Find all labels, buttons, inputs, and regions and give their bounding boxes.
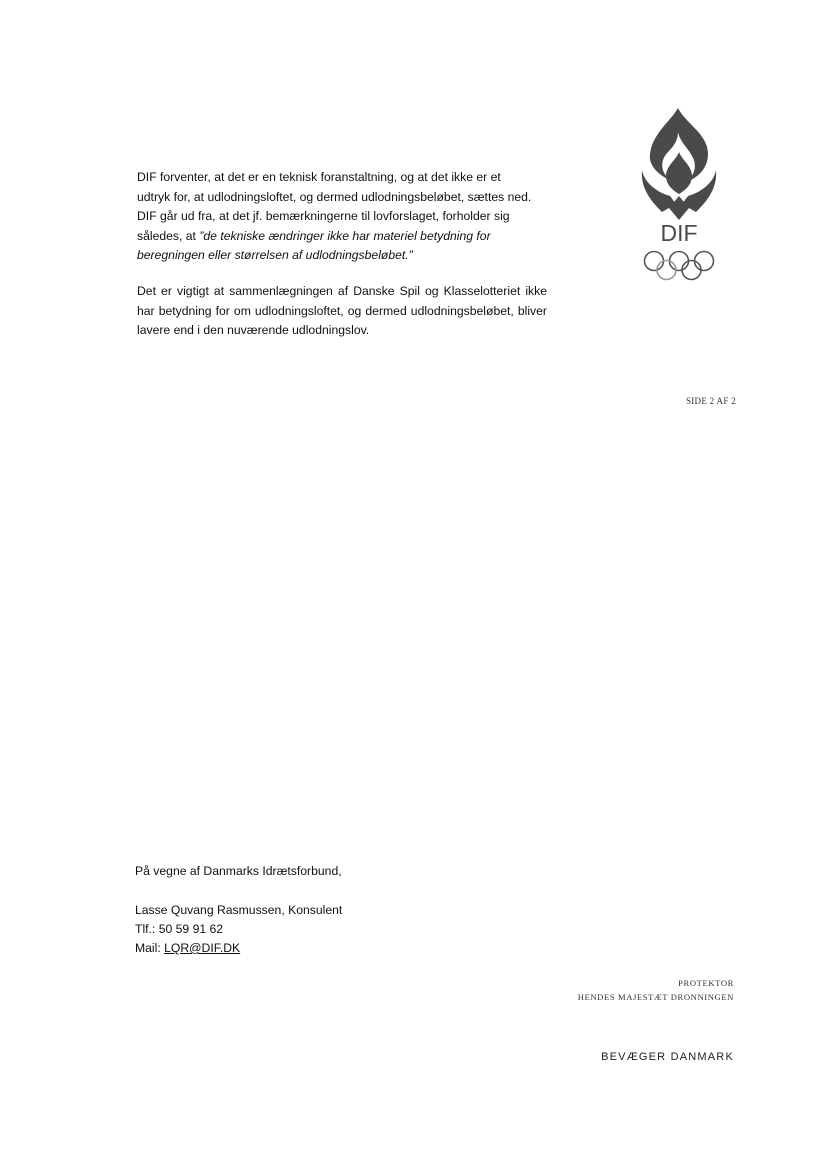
signature-phone: Tlf.: 50 59 91 62 [135,922,224,936]
page-number: SIDE 2 AF 2 [685,396,736,406]
signature-greeting: På vegne af Danmarks Idrætsforbund, [135,864,342,878]
signature-name: Lasse Quvang Rasmussen, Konsulent [135,903,343,917]
protektor-block [578,976,734,1004]
paragraph-line: således, at [137,228,200,243]
email-link[interactable]: LQR@DIF.DK [164,941,241,955]
tagline: BEVÆGER DANMARK [601,1051,734,1063]
dif-logo [636,108,722,286]
paragraph-importance: Det er vigtigt at sammenlægningen af Danske Spil og Klasselotteriet ikke har betydning for om udlodningsloftet, og dermed udlodningsbeløbet, bliver lavere end i den nuværende udlodningslov. [137,284,547,337]
paragraph-line: udtryk for, at udlodningsloftet, og dermed udlodningsbeløbet, sættes ned. [137,189,532,204]
flame-icon [636,108,722,286]
logo-text: DIF [660,220,698,246]
quote-text: beregningen eller størrelsen af udlodningsbeløbet.” [137,248,413,262]
olympic-rings-icon [645,252,714,280]
paragraph-line: DIF forventer, at det er en teknisk foranstaltning, og at det ikke er et [137,170,501,184]
quote-text: ”de tekniske ændringer ikke har materiel betydning for [199,228,491,243]
paragraph-line: DIF går ud fra, at det jf. bemærkningerne til lovforslaget, forholder sig [137,209,510,223]
paragraph-expectation [137,168,557,266]
protektor-title: PROTEKTOR [678,978,734,988]
signature-mail [135,939,240,958]
protektor-name: HENDES MAJESTÆT DRONNINGEN [577,992,734,1002]
mail-label: Mail: [135,941,165,955]
